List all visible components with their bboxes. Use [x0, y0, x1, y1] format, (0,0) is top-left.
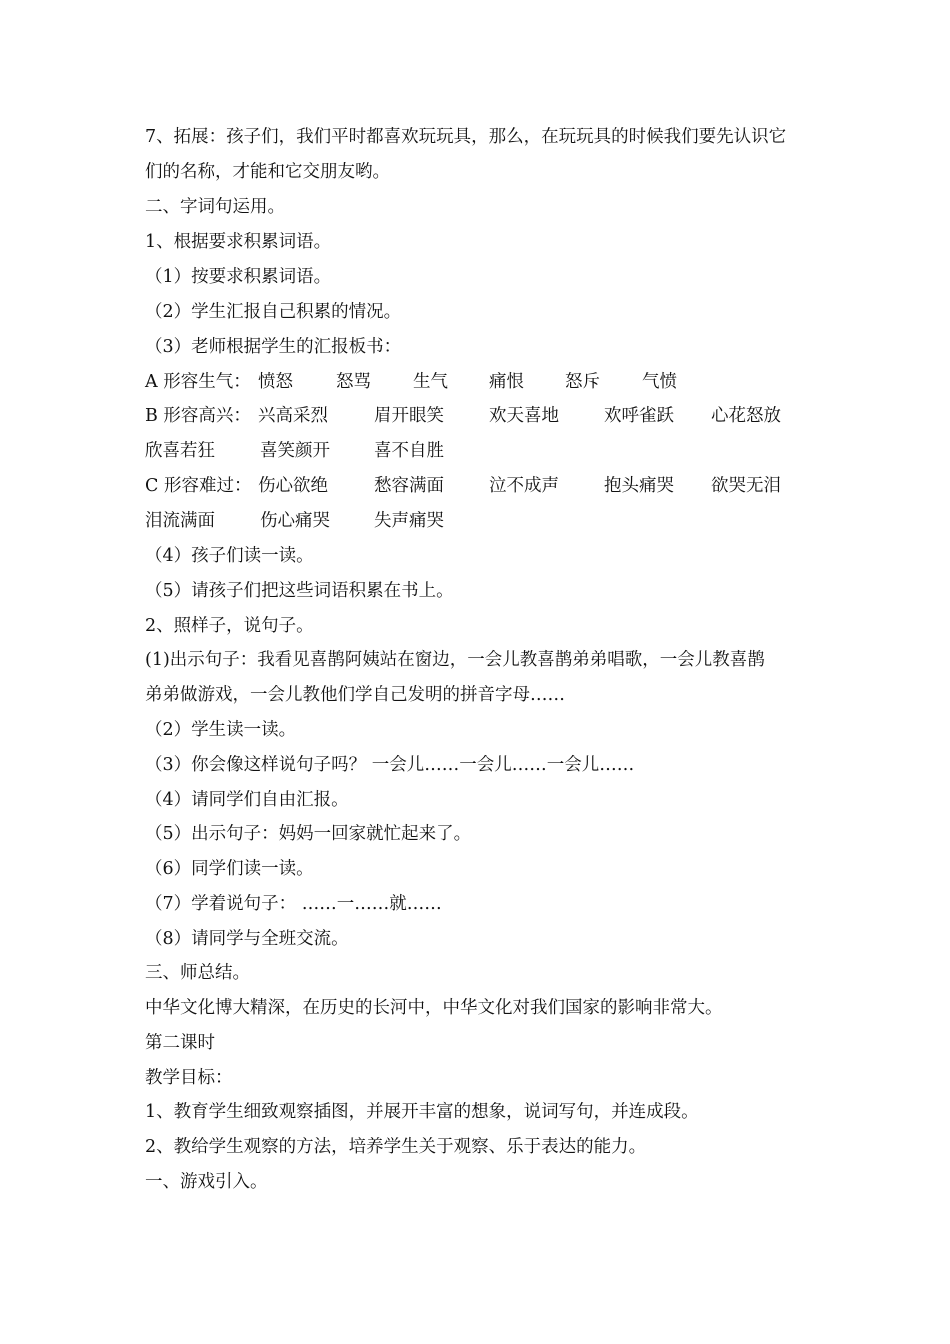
- word: 欲哭无泪: [711, 476, 781, 496]
- word: 怒骂: [336, 372, 371, 392]
- word: 欢天喜地: [489, 406, 559, 426]
- word: 愤怒: [258, 372, 293, 392]
- section-heading: 三、师总结。: [145, 963, 250, 983]
- word: 愁容满面: [374, 476, 444, 496]
- word: 欣喜若狂: [145, 441, 215, 461]
- section-heading: 第二课时: [145, 1033, 215, 1053]
- paragraph-line: 们的名称，才能和它交朋友哟。: [145, 162, 390, 182]
- list-item: （3）你会像这样说句子吗？ 一会儿……一会儿……一会儿……: [145, 755, 635, 775]
- list-item: （6）同学们读一读。: [145, 859, 314, 879]
- list-item: （3）老师根据学生的汇报板书：: [145, 337, 402, 357]
- word: 伤心痛哭: [260, 511, 330, 531]
- section-heading: 教学目标：: [145, 1068, 233, 1088]
- word: 失声痛哭: [374, 511, 444, 531]
- list-item: 2、教给学生观察的方法，培养学生关于观察、乐于表达的能力。: [145, 1137, 647, 1157]
- word: 痛恨: [489, 372, 524, 392]
- word: 气愤: [642, 372, 677, 392]
- word: 怒斥: [565, 372, 600, 392]
- list-item: （1）按要求积累词语。: [145, 267, 332, 287]
- list-item: 2、照样子，说句子。: [145, 616, 314, 636]
- paragraph-line: (1)出示句子：我看见喜鹊阿姨站在窗边，一会儿教喜鹊弟弟唱歌，一会儿教喜鹊: [145, 650, 765, 670]
- paragraph-line: 中华文化博大精深，在历史的长河中，中华文化对我们国家的影响非常大。: [145, 998, 723, 1018]
- list-item: （4）请同学们自由汇报。: [145, 790, 349, 810]
- list-item: （4）孩子们读一读。: [145, 546, 314, 566]
- word: 眉开眼笑: [374, 406, 444, 426]
- section-heading: 一、游戏引入。: [145, 1172, 268, 1192]
- word: 兴高采烈: [258, 406, 328, 426]
- word: 泪流满面: [145, 511, 215, 531]
- word: 喜笑颜开: [260, 441, 330, 461]
- paragraph-line: 弟弟做游戏，一会儿教他们学自己发明的拼音字母……: [145, 685, 565, 705]
- list-item: （7）学着说句子： ……一……就……: [145, 894, 442, 914]
- paragraph-line: 7、拓展：孩子们，我们平时都喜欢玩玩具，那么，在玩玩具的时候我们要先认识它: [145, 127, 787, 147]
- word: 抱头痛哭: [604, 476, 674, 496]
- list-item: （8）请同学与全班交流。: [145, 929, 349, 949]
- list-item: 1、教育学生细致观察插图，并展开丰富的想象，说词写句，并连成段。: [145, 1102, 699, 1122]
- list-item: 1、根据要求积累词语。: [145, 232, 332, 252]
- word: 生气: [413, 372, 448, 392]
- word-group-label: B 形容高兴：: [145, 406, 251, 426]
- word-group-label: C 形容难过：: [145, 476, 252, 496]
- section-heading: 二、字词句运用。: [145, 197, 285, 217]
- word: 喜不自胜: [374, 441, 444, 461]
- word: 心花怒放: [711, 406, 781, 426]
- list-item: （5）请孩子们把这些词语积累在书上。: [145, 581, 454, 601]
- word-group-label: A 形容生气：: [145, 372, 251, 392]
- list-item: （5）出示句子：妈妈一回家就忙起来了。: [145, 824, 472, 844]
- word: 泣不成声: [489, 476, 559, 496]
- word: 欢呼雀跃: [604, 406, 674, 426]
- list-item: （2）学生汇报自己积累的情况。: [145, 302, 402, 322]
- word: 伤心欲绝: [258, 476, 328, 496]
- list-item: （2）学生读一读。: [145, 720, 297, 740]
